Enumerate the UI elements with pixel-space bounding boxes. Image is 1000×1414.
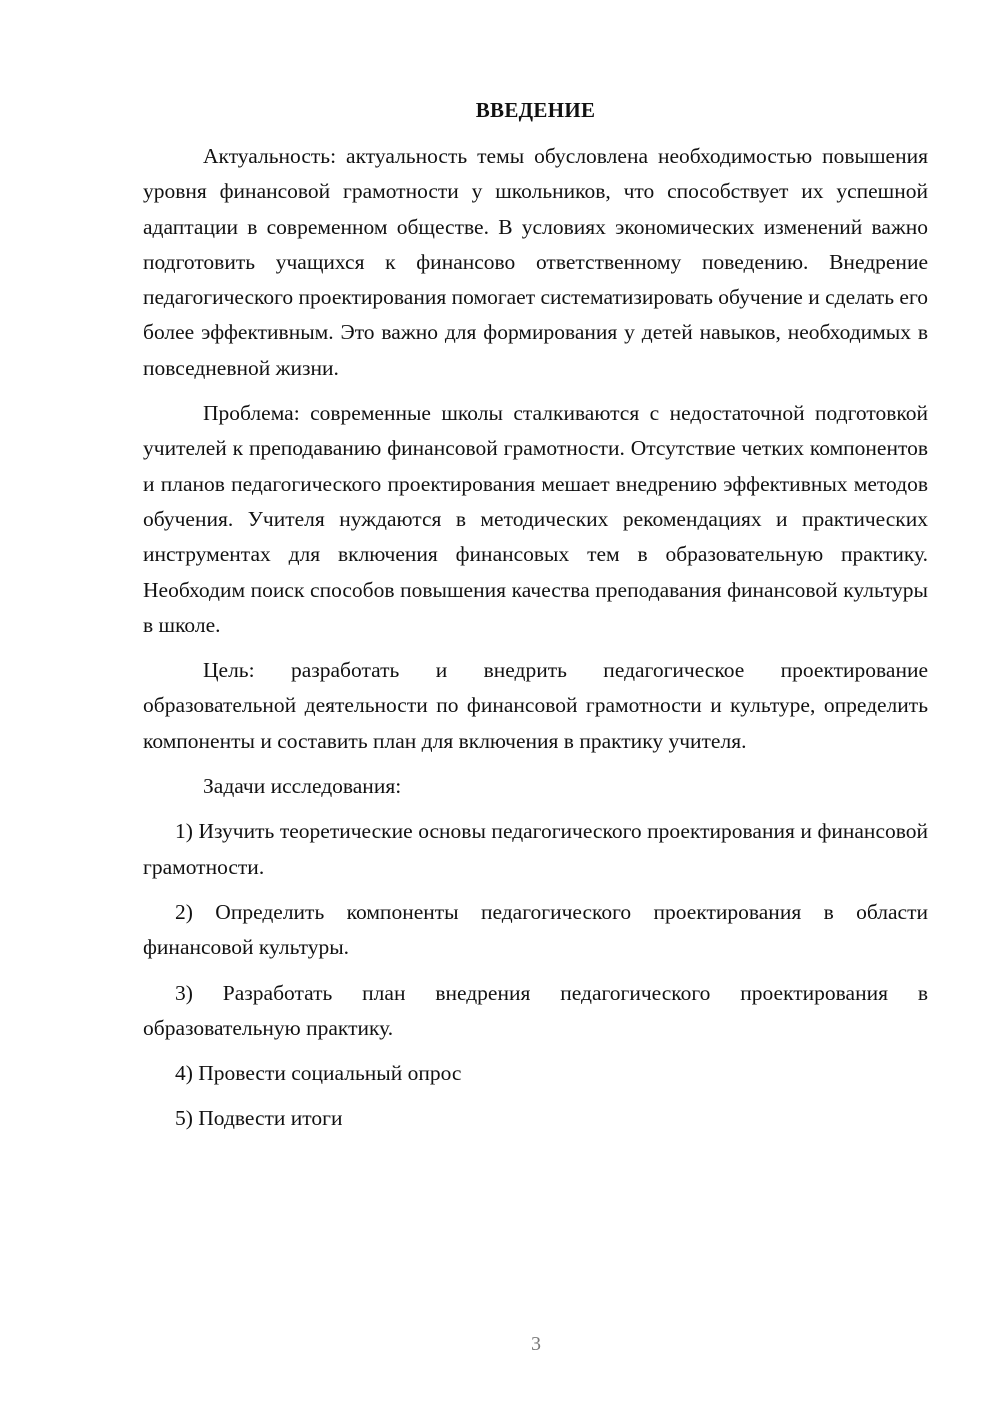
document-page	[143, 94, 928, 1147]
tasks-heading: Задачи исследования:	[203, 774, 402, 799]
paragraph-problem: Проблема: современные школы сталкиваются с недостаточной подготовкой учителей к преподаванию финансовой грамотности. Отсутствие четких компонентов и планов педагогического проектирования мешает внедрению эффективных методов обучения. Учителя нуждаются в методических рекомендациях и практических инструментах для включения финансовых тем в образовательную практику. Необходим поиск способов повышения качества преподавания финансовой культуры в школе.	[143, 401, 928, 637]
task-item-4: 4) Провести социальный опрос	[175, 1061, 462, 1086]
paragraph-goal: Цель: разработать и внедрить педагогическое проектирование образовательной деятельности по финансовой грамотности и культуре, определить компоненты и составить план для включения в практику учителя.	[143, 658, 928, 753]
task-item-1: 1) Изучить теоретические основы педагогического проектирования и финансовой грамотности.	[143, 819, 928, 879]
page-number: 3	[531, 1333, 541, 1355]
paragraph-relevance: Актуальность: актуальность темы обусловлена необходимостью повышения уровня финансовой грамотности у школьников, что способствует их успешной адаптации в современном обществе. В условиях экономических изменений важно подготовить учащихся к финансово ответственному поведению. Внедрение педагогического проектирования помогает систематизировать обучение и сделать его более эффективным. Это важно для формирования у детей навыков, необходимых в повседневной жизни.	[143, 144, 928, 380]
task-item-2: 2) Определить компоненты педагогического проектирования в области финансовой культуры.	[143, 899, 928, 960]
section-title: ВВЕДЕНИЕ	[475, 98, 596, 122]
task-item-3: 3) Разработать план внедрения педагогического проектирования в образовательную практику.	[143, 980, 928, 1040]
task-item-5: 5) Подвести итоги	[175, 1106, 343, 1131]
